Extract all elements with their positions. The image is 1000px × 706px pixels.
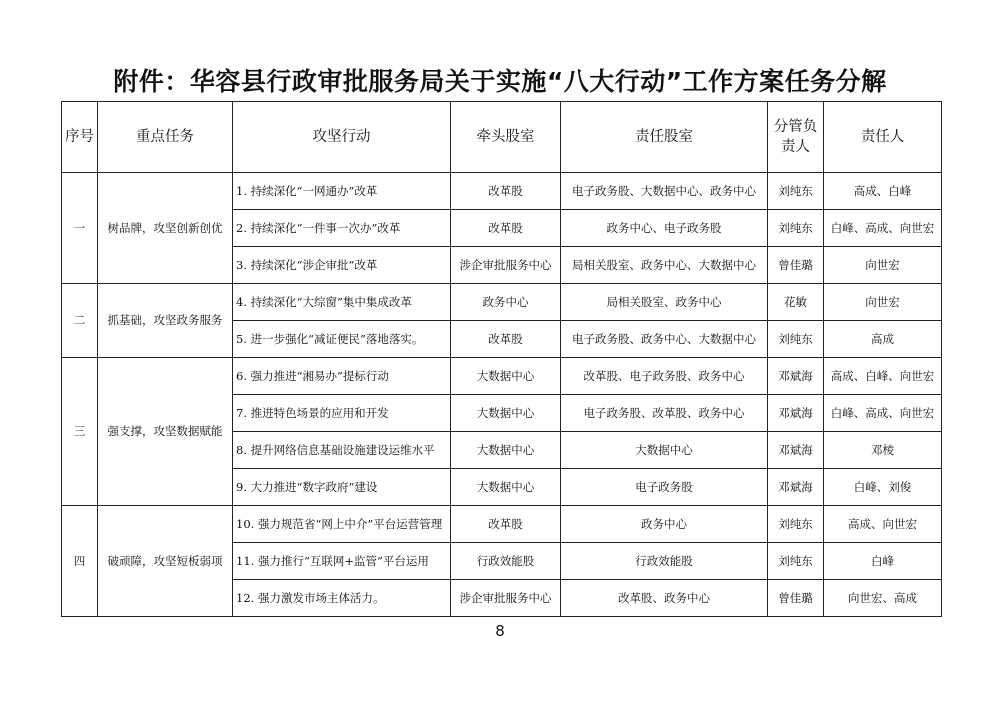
header-leader: 分管负责人 xyxy=(768,102,824,173)
leader-cell: 曾佳璐 xyxy=(768,580,824,617)
header-action: 攻坚行动 xyxy=(233,102,451,173)
person-cell: 邓棱 xyxy=(824,432,942,469)
leader-cell: 刘纯东 xyxy=(768,506,824,543)
leader-cell: 邓斌海 xyxy=(768,432,824,469)
action-cell: 5. 进一步强化“减证便民”落地落实。 xyxy=(233,321,451,358)
lead-office-cell: 改革股 xyxy=(451,506,561,543)
responsible-office-cell: 改革股、政务中心 xyxy=(561,580,768,617)
responsible-office-cell: 局相关股室、政务中心 xyxy=(561,284,768,321)
group-seq: 四 xyxy=(62,506,98,617)
lead-office-cell: 大数据中心 xyxy=(451,358,561,395)
lead-office-cell: 大数据中心 xyxy=(451,395,561,432)
table-row xyxy=(62,358,942,395)
task-table xyxy=(61,101,942,617)
person-cell: 向世宏 xyxy=(824,247,942,284)
leader-cell: 邓斌海 xyxy=(768,469,824,506)
page-number: 8 xyxy=(495,622,505,640)
leader-cell: 邓斌海 xyxy=(768,358,824,395)
header-person: 责任人 xyxy=(824,102,942,173)
person-cell: 高成 xyxy=(824,321,942,358)
leader-cell: 曾佳璐 xyxy=(768,247,824,284)
person-cell: 高成、白峰、向世宏 xyxy=(824,358,942,395)
action-cell: 7. 推进特色场景的应用和开发 xyxy=(233,395,451,432)
responsible-office-cell: 政务中心、电子政务股 xyxy=(561,210,768,247)
responsible-office-cell: 行政效能股 xyxy=(561,543,768,580)
person-cell: 白峰、高成、向世宏 xyxy=(824,395,942,432)
leader-cell: 刘纯东 xyxy=(768,210,824,247)
person-cell: 白峰、刘俊 xyxy=(824,469,942,506)
leader-cell: 邓斌海 xyxy=(768,395,824,432)
table-header-row xyxy=(62,102,942,173)
leader-cell: 刘纯东 xyxy=(768,543,824,580)
action-cell: 3. 持续深化“涉企审批”改革 xyxy=(233,247,451,284)
action-cell: 4. 持续深化“大综窗”集中集成改革 xyxy=(233,284,451,321)
responsible-office-cell: 电子政务股、大数据中心、政务中心 xyxy=(561,173,768,210)
responsible-office-cell: 局相关股室、政务中心、大数据中心 xyxy=(561,247,768,284)
header-key-task: 重点任务 xyxy=(98,102,233,173)
action-cell: 11. 强力推行“互联网+监管”平台运用 xyxy=(233,543,451,580)
action-cell: 1. 持续深化“一网通办”改革 xyxy=(233,173,451,210)
lead-office-cell: 行政效能股 xyxy=(451,543,561,580)
person-cell: 白峰、高成、向世宏 xyxy=(824,210,942,247)
leader-cell: 刘纯东 xyxy=(768,173,824,210)
table-row xyxy=(62,284,942,321)
lead-office-cell: 大数据中心 xyxy=(451,469,561,506)
group-task: 强支撑，攻坚数据赋能 xyxy=(98,358,233,506)
group-task: 树品牌，攻坚创新创优 xyxy=(98,173,233,284)
group-seq: 二 xyxy=(62,284,98,358)
group-task: 抓基础，攻坚政务服务 xyxy=(98,284,233,358)
lead-office-cell: 大数据中心 xyxy=(451,432,561,469)
person-cell: 白峰 xyxy=(824,543,942,580)
group-seq: 三 xyxy=(62,358,98,506)
lead-office-cell: 改革股 xyxy=(451,321,561,358)
lead-office-cell: 改革股 xyxy=(451,210,561,247)
table-row xyxy=(62,173,942,210)
group-task: 破顽障，攻坚短板弱项 xyxy=(98,506,233,617)
action-cell: 8. 提升网络信息基础设施建设运维水平 xyxy=(233,432,451,469)
person-cell: 向世宏 xyxy=(824,284,942,321)
responsible-office-cell: 大数据中心 xyxy=(561,432,768,469)
person-cell: 高成、白峰 xyxy=(824,173,942,210)
responsible-office-cell: 电子政务股 xyxy=(561,469,768,506)
lead-office-cell: 改革股 xyxy=(451,173,561,210)
responsible-office-cell: 政务中心 xyxy=(561,506,768,543)
lead-office-cell: 涉企审批服务中心 xyxy=(451,580,561,617)
table-row xyxy=(62,506,942,543)
action-cell: 10. 强力规范省“网上中介”平台运营管理 xyxy=(233,506,451,543)
lead-office-cell: 政务中心 xyxy=(451,284,561,321)
responsible-office-cell: 改革股、电子政务股、政务中心 xyxy=(561,358,768,395)
header-seq: 序号 xyxy=(62,102,98,173)
page-title: 附件：华容县行政审批服务局关于实施“八大行动”工作方案任务分解 xyxy=(113,67,887,96)
header-lead-office: 牵头股室 xyxy=(451,102,561,173)
leader-cell: 花敏 xyxy=(768,284,824,321)
lead-office-cell: 涉企审批服务中心 xyxy=(451,247,561,284)
leader-cell: 刘纯东 xyxy=(768,321,824,358)
action-cell: 6. 强力推进“湘易办”提标行动 xyxy=(233,358,451,395)
person-cell: 高成、向世宏 xyxy=(824,506,942,543)
action-cell: 9. 大力推进“数字政府”建设 xyxy=(233,469,451,506)
action-cell: 2. 持续深化“一件事一次办”改革 xyxy=(233,210,451,247)
header-responsible-office: 责任股室 xyxy=(561,102,768,173)
responsible-office-cell: 电子政务股、政务中心、大数据中心 xyxy=(561,321,768,358)
group-seq: 一 xyxy=(62,173,98,284)
responsible-office-cell: 电子政务股、改革股、政务中心 xyxy=(561,395,768,432)
person-cell: 向世宏、高成 xyxy=(824,580,942,617)
action-cell: 12. 强力激发市场主体活力。 xyxy=(233,580,451,617)
